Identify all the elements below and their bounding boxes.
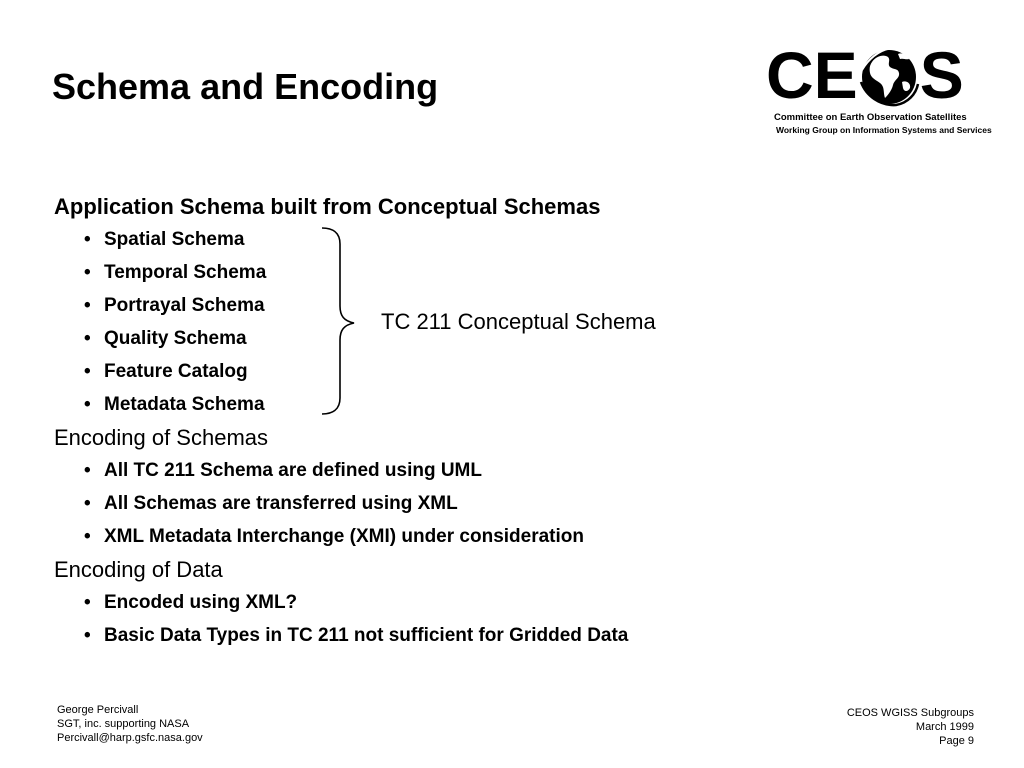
slide-title: Schema and Encoding xyxy=(52,66,439,107)
footer-date: March 1999 xyxy=(915,721,974,733)
footer-right xyxy=(847,706,974,748)
logo-working-group-text: Working Group on Information Systems and Services xyxy=(776,125,992,135)
brace-label: TC 211 Conceptual Schema xyxy=(381,309,656,334)
bullet-dot: • xyxy=(84,361,91,382)
bullet-item: • All Schemas are transferred using XML xyxy=(54,487,754,520)
ceos-logo xyxy=(766,40,1006,140)
bullet-item: • Metadata Schema xyxy=(54,388,754,421)
bullet-item: • XML Metadata Interchange (XMI) under consideration xyxy=(54,520,754,553)
bullet-dot: • xyxy=(84,526,91,547)
footer-author: George Percivall xyxy=(57,704,139,716)
footer-affiliation: SGT, inc. supporting NASA xyxy=(57,718,190,730)
footer-email: Percivall@harp.gsfc.nasa.gov xyxy=(57,732,203,744)
slide-content xyxy=(54,190,754,652)
bullet-dot: • xyxy=(84,229,91,250)
footer-event: CEOS WGISS Subgroups xyxy=(846,707,974,719)
bullet-dot: • xyxy=(84,625,91,646)
section-heading: Application Schema built from Conceptual Schemas xyxy=(54,194,601,219)
bullet-dot: • xyxy=(84,460,91,481)
section-heading: Encoding of Data xyxy=(54,557,223,582)
section-heading: Encoding of Schemas xyxy=(54,425,269,450)
bullet-dot: • xyxy=(84,394,91,415)
footer-left xyxy=(57,703,203,745)
globe-icon xyxy=(858,40,920,110)
bullet-dot: • xyxy=(84,328,91,349)
bullet-dot: • xyxy=(84,295,91,316)
footer-page-number: Page 9 xyxy=(939,735,974,747)
bullet-item: • Temporal Schema xyxy=(54,256,754,289)
bullet-dot: • xyxy=(84,262,91,283)
bullet-item: • Portrayal Schema xyxy=(54,289,754,322)
bullet-item: • Feature Catalog xyxy=(54,355,754,388)
bullet-item: • Quality Schema xyxy=(54,322,754,355)
bullet-dot: • xyxy=(84,592,91,613)
bullet-item: • Encoded using XML? xyxy=(54,586,754,619)
bullet-item: • Basic Data Types in TC 211 not sufficient for Gridded Data xyxy=(54,619,754,652)
bullet-item: • Spatial Schema xyxy=(54,223,754,256)
bullet-item: • All TC 211 Schema are defined using UML xyxy=(54,454,754,487)
curly-brace-icon xyxy=(318,226,358,416)
logo-letter-s: S xyxy=(919,38,964,112)
bullet-dot: • xyxy=(84,493,91,514)
logo-committee-text: Committee on Earth Observation Satellites xyxy=(774,112,967,123)
logo-wordmark xyxy=(766,40,964,110)
logo-letters-ce: CE xyxy=(766,38,858,112)
